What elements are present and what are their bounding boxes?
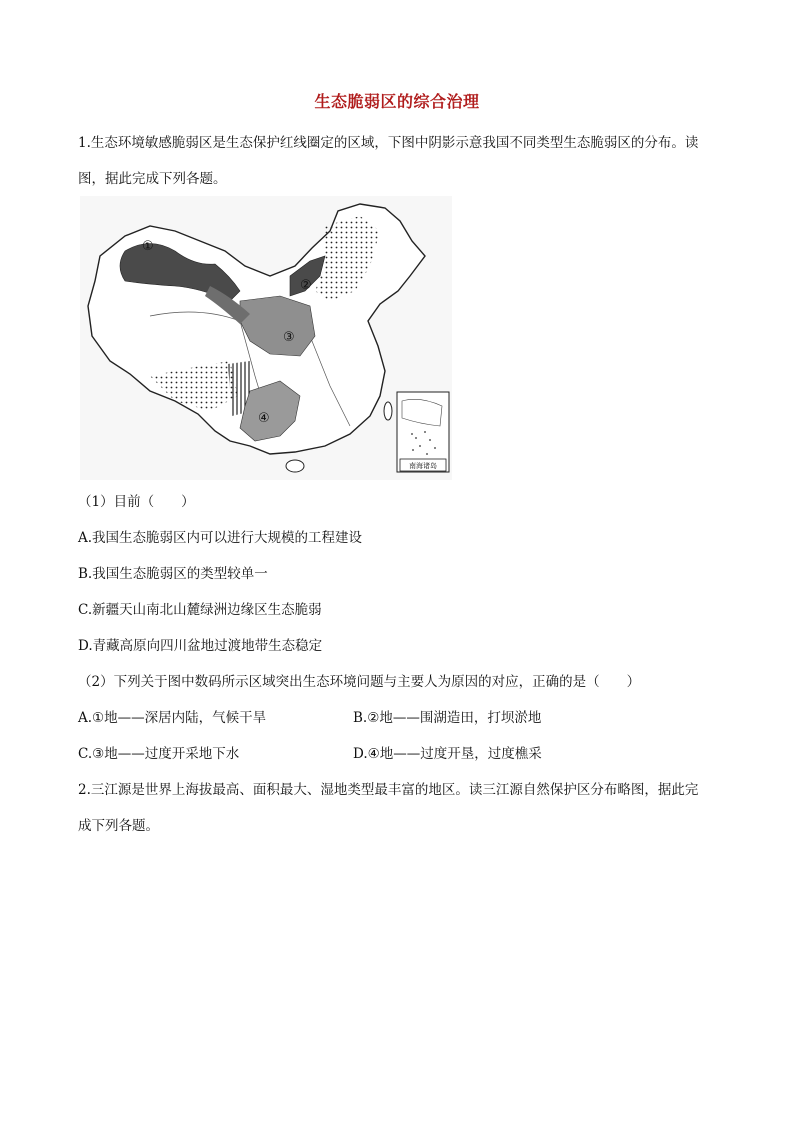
- sub2-option-d: D.④地——过度开垦，过度樵采: [353, 746, 542, 762]
- sub2-option-b: B.②地——围湖造田，打坝淤地: [353, 710, 542, 726]
- map-label-1: ①: [142, 239, 154, 254]
- sub1-option-d: D.青藏高原向四川盆地过渡地带生态稳定: [78, 638, 323, 654]
- question-2-stem-line1: 2.三江源是世界上海拔最高、面积最大、湿地类型最丰富的地区。读三江源自然保护区分布略图，据此完: [78, 782, 699, 798]
- question-1-stem-line1: 1.生态环境敏感脆弱区是生态保护红线圈定的区域，下图中阴影示意我国不同类型生态脆弱区的分布。读: [78, 135, 699, 151]
- sub1-option-b: B.我国生态脆弱区的类型较单一: [78, 566, 268, 582]
- document-title: 生态脆弱区的综合治理: [314, 92, 480, 111]
- sub2-option-a: A.①地——深居内陆，气候干旱: [78, 710, 267, 726]
- eco-fragile-zones-map: [80, 196, 452, 480]
- map-label-2: ②: [300, 278, 312, 293]
- question-2-stem-line2: 成下列各题。: [78, 818, 159, 834]
- sub1-prompt: （1）目前（ ）: [78, 494, 195, 510]
- map-label-3: ③: [283, 330, 295, 345]
- sub1-option-c: C.新疆天山南北山麓绿洲边缘区生态脆弱: [78, 602, 322, 618]
- hainan-island: [286, 460, 304, 472]
- inset-label: 南海诸岛: [409, 462, 437, 470]
- sub2-prompt: （2）下列关于图中数码所示区域突出生态环境问题与主要人为原因的对应，正确的是（ ）: [78, 674, 641, 690]
- sub2-option-c: C.③地——过度开采地下水: [78, 746, 240, 762]
- map-label-4: ④: [258, 411, 270, 426]
- sub1-option-a: A.我国生态脆弱区内可以进行大规模的工程建设: [78, 530, 363, 546]
- south-sea-inset: [397, 392, 449, 472]
- question-1-stem-line2: 图，据此完成下列各题。: [78, 171, 227, 187]
